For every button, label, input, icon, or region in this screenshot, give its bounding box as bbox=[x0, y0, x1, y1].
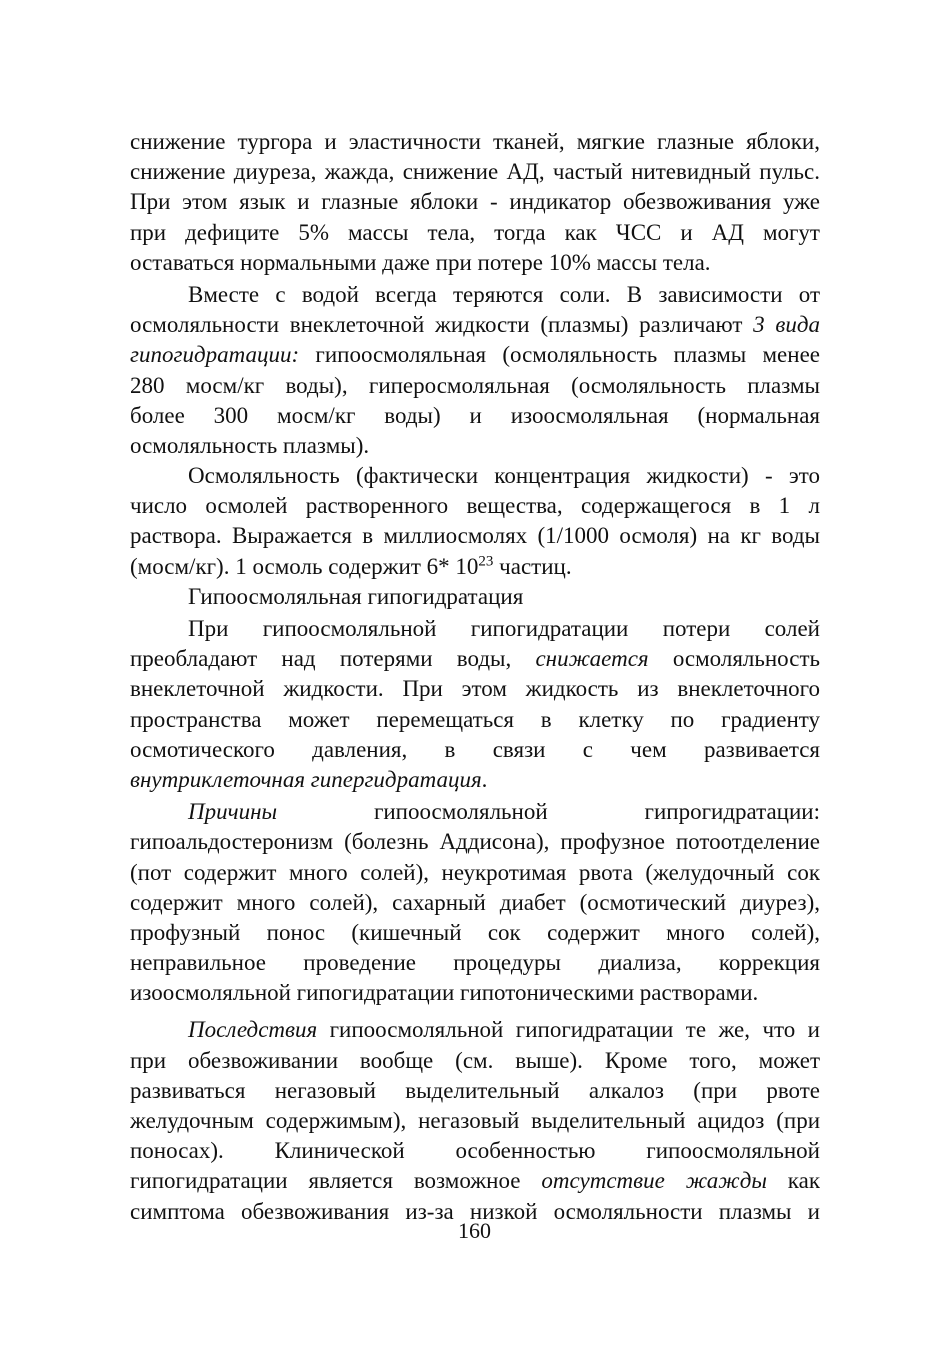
text-line bbox=[130, 948, 820, 978]
text-segment: желудочным содержимым), негазовый выделительный ацидоз (при bbox=[130, 1108, 820, 1133]
text-segment: оставаться нормальными даже при потере 10% массы тела. bbox=[130, 249, 711, 275]
text-segment: содержит много солей), сахарный диабет (осмотический диурез), bbox=[130, 889, 820, 915]
text-segment: поносах). Клинической особенностью гипоосмоляльной bbox=[130, 1138, 820, 1164]
text-segment: Гипоосмоляльная гипогидратация bbox=[188, 583, 524, 609]
italic-text-segment: внутриклеточная гипергидратация bbox=[130, 766, 482, 792]
text-segment: гипоосмоляльной гипрогидратации: bbox=[277, 799, 820, 825]
text-line bbox=[130, 1076, 820, 1106]
text-segment: Вместе с водой всегда теряются соли. В зависимости от bbox=[188, 281, 820, 307]
text-segment: неправильное проведение процедуры диализа, коррекция bbox=[130, 950, 820, 976]
text-line bbox=[130, 491, 820, 521]
italic-text-segment: гипогидратации: bbox=[130, 342, 300, 368]
text-line bbox=[130, 310, 820, 340]
text-segment: Осмоляльность (фактически концентрация жидкости) - это bbox=[188, 463, 820, 489]
text-line bbox=[130, 1166, 820, 1196]
text-segment: (мосм/кг). 1 осмоль содержит 6* 10 bbox=[130, 553, 479, 579]
text-line bbox=[130, 371, 820, 401]
text-line bbox=[130, 401, 820, 431]
text-line bbox=[130, 735, 820, 765]
italic-text-segment: 3 вида bbox=[753, 312, 820, 338]
text-segment: гипоальдостеронизм (болезнь Аддисона), профузное потоотделение bbox=[130, 829, 820, 855]
text-segment: пространства может перемещаться в клетку по градиенту bbox=[130, 706, 820, 732]
text-segment: осмоляльность bbox=[648, 646, 820, 672]
text-line bbox=[130, 1015, 820, 1045]
text-segment: осмоляльности внеклеточной жидкости (плазмы) различают bbox=[130, 312, 754, 338]
italic-text-segment: отсутствие жажды bbox=[541, 1168, 767, 1194]
text-line bbox=[130, 644, 820, 674]
text-segment: частиц. bbox=[493, 553, 572, 579]
text-line bbox=[130, 978, 820, 1008]
text-line bbox=[130, 1136, 820, 1166]
text-segment: . bbox=[481, 766, 488, 792]
text-line bbox=[130, 888, 820, 918]
italic-text-segment: Последствия bbox=[188, 1017, 318, 1043]
text-segment: внеклеточной жидкости. При этом жидкость из внеклеточного bbox=[130, 676, 820, 702]
text-segment: как bbox=[766, 1168, 820, 1194]
text-segment: (пот содержит много солей), неукротимая рвота (желудочный сок bbox=[130, 859, 820, 885]
text-segment: более 300 мосм/кг воды) и изоосмоляльная (нормальная bbox=[130, 402, 820, 428]
text-segment: гипоосмоляльная (осмоляльность плазмы менее bbox=[299, 342, 820, 368]
text-line bbox=[130, 248, 820, 278]
italic-text-segment: снижается bbox=[535, 646, 649, 672]
text-segment: симптома обезвоживания из-за низкой осмоляльности плазмы и bbox=[130, 1198, 820, 1224]
text-line bbox=[130, 280, 820, 310]
text-segment: число осмолей растворенного вещества, содержащегося в 1 л bbox=[130, 493, 820, 519]
text-line bbox=[130, 1046, 820, 1076]
text-line bbox=[130, 858, 820, 888]
text-line bbox=[130, 797, 820, 827]
text-segment: При этом язык и глазные яблоки - индикатор обезвоживания уже bbox=[130, 189, 820, 215]
text-segment: развиваться негазовый выделительный алкалоз (при рвоте bbox=[130, 1077, 820, 1103]
text-segment: снижение диуреза, жажда, снижение АД, частый нитевидный пульс. bbox=[130, 159, 820, 185]
text-segment: раствора. Выражается в миллиосмолях (1/1000 осмоля) на кг воды bbox=[130, 523, 820, 549]
text-line bbox=[130, 157, 820, 187]
text-line bbox=[130, 127, 820, 157]
text-line bbox=[130, 765, 820, 795]
text-line bbox=[130, 582, 820, 612]
text-segment: изоосмоляльной гипогидратации гипотоническими растворами. bbox=[130, 980, 759, 1006]
text-line bbox=[130, 461, 820, 491]
text-segment: осмотического давления, в связи с чем развивается bbox=[130, 736, 820, 762]
text-segment: гипогидратации является возможное bbox=[130, 1168, 542, 1194]
text-segment: снижение тургора и эластичности тканей, мягкие глазные яблоки, bbox=[130, 129, 820, 154]
text-segment: При гипоосмоляльной гипогидратации потери солей bbox=[188, 616, 820, 641]
text-segment: преобладают над потерями воды, bbox=[130, 646, 536, 672]
text-line bbox=[130, 827, 820, 857]
italic-text-segment: Причины bbox=[188, 799, 278, 825]
text-line bbox=[130, 614, 820, 644]
text-line bbox=[130, 431, 820, 461]
text-line bbox=[130, 340, 820, 370]
text-line bbox=[130, 1106, 820, 1136]
page-number: 160 bbox=[458, 1218, 491, 1243]
text-line bbox=[130, 674, 820, 704]
superscript-text: 23 bbox=[478, 552, 494, 569]
text-line bbox=[130, 705, 820, 735]
text-segment: профузный понос (кишечный сок содержит много солей), bbox=[130, 919, 820, 945]
text-line bbox=[130, 187, 820, 217]
text-line bbox=[130, 918, 820, 948]
text-segment: гипоосмоляльной гипогидратации те же, что и bbox=[317, 1017, 820, 1043]
text-line bbox=[130, 218, 820, 248]
text-segment: 280 мосм/кг воды), гиперосмоляльная (осмоляльность плазмы bbox=[130, 372, 820, 398]
text-segment: осмоляльность плазмы). bbox=[130, 432, 370, 458]
body-text bbox=[130, 127, 820, 1227]
text-line bbox=[130, 521, 820, 551]
text-line bbox=[130, 552, 820, 582]
text-segment: при обезвоживании вообще (см. выше). Кроме того, может bbox=[130, 1047, 820, 1073]
text-segment: при дефиците 5% массы тела, тогда как ЧСС и АД могут bbox=[130, 219, 820, 245]
